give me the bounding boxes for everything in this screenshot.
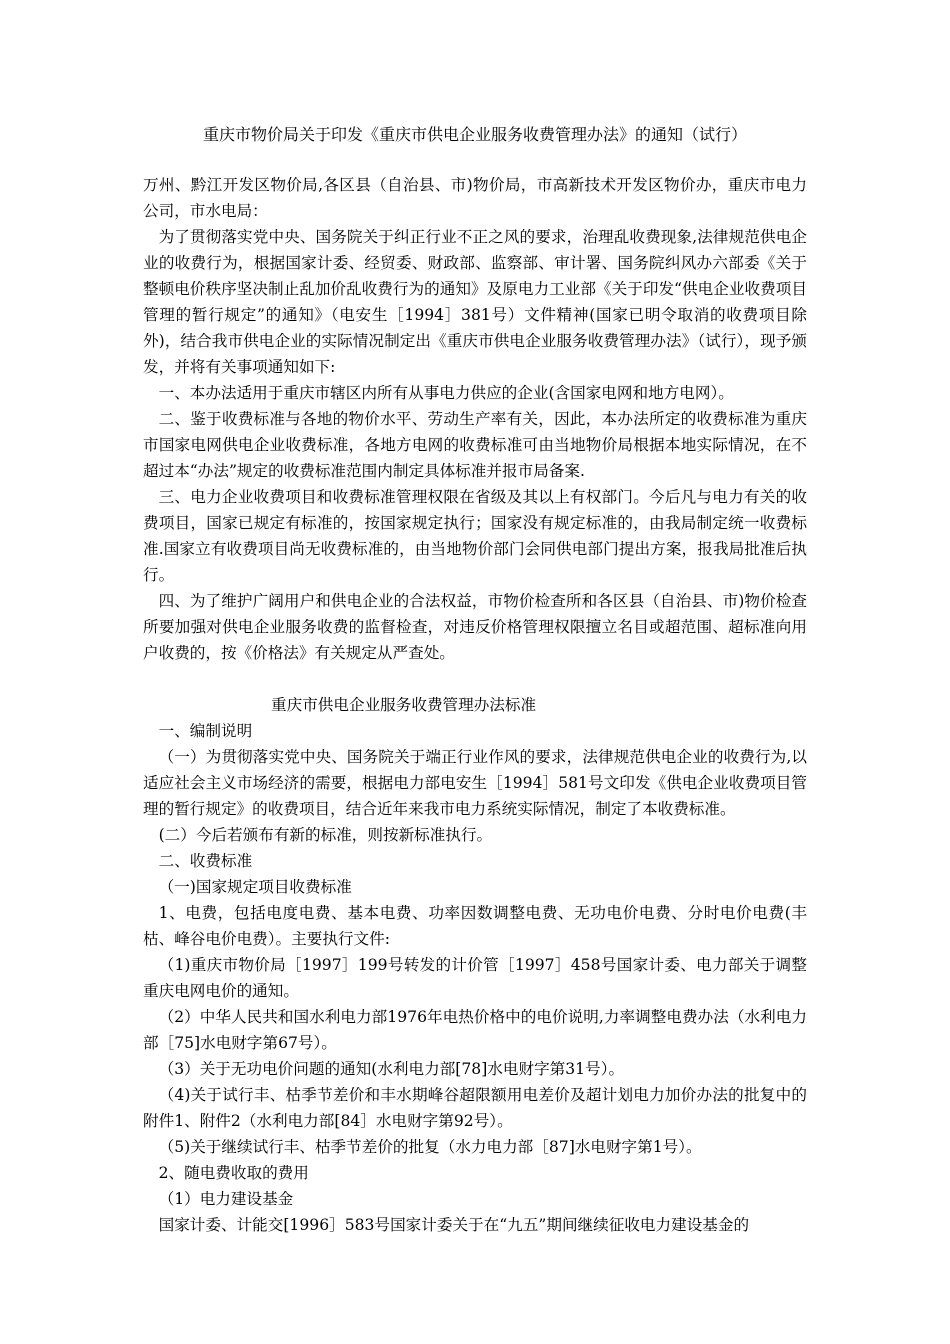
notice-item-2: 二、鉴于收费标准与各地的物价水平、劳动生产率有关，因此，本办法所定的收费标准为重庆市国家电网供电企业收费标准，各地方电网的收费标准可由当地物价局根据本地实际情况，在不超过本“办法”规定的收费标准范围内制定具体标准并报市局备案. [143, 410, 807, 480]
body-paragraph-1: （一）为贯彻落实党中央、国务院关于端正行业作风的要求，法律规范供电企业的收费行为,以适应社会主义市场经济的需要，根据电力部电安生［1994］581号文印发《供电企业收费项目管理的暂行规定》的收费项目，结合近年来我市电力系统实际情况，制定了本收费标准。 [143, 748, 807, 818]
document-title: 重庆市物价局关于印发《重庆市供电企业服务收费管理办法》的通知（试行） [202, 125, 747, 144]
file-item-4: （4)关于试行丰、枯季节差价和丰水期峰谷超限额用电差价及超计划电力加价办法的批复中的附件1、附件2（水利电力部[84］水电财字第92号）。 [143, 1086, 807, 1130]
addressee-paragraph: 万州、黔江开发区物价局,各区县（自治县、市)物价局，市高新技术开发区物价办，重庆市电力公司，市水电局： [143, 176, 807, 220]
section-gap [143, 666, 807, 692]
section-heading-compilation: 一、编制说明 [158, 722, 253, 740]
subsection-heading-national: （一)国家规定项目收费标准 [158, 878, 352, 896]
standard-subtitle: 重庆市供电企业服务收费管理办法标准 [271, 696, 537, 714]
file-item-5: （5)关于继续试行丰、枯季节差价的批复（水力电力部［87]水电财字第1号）。 [158, 1138, 702, 1156]
body-paragraph-fund: 国家计委、计能交[1996］583号国家计委关于在“九五”期间继续征收电力建设基金的 [158, 1216, 750, 1234]
subsection-heading-surcharges: 2、随电费收取的费用 [158, 1164, 309, 1182]
file-item-3: （3）关于无功电价问题的通知(水利电力部[78]水电财字第31号）。 [158, 1060, 625, 1078]
notice-item-1: 一、本办法适用于重庆市辖区内所有从事电力供应的企业(含国家电网和地方电网）。 [158, 384, 734, 402]
file-item-1: （1)重庆市物价局［1997］199号转发的计价管［1997］458号国家计委、电力部关于调整重庆电网电价的通知。 [143, 956, 807, 1000]
section-heading-fees: 二、收费标准 [158, 852, 253, 870]
body-paragraph-electricity: 1、电费，包括电度电费、基本电费、功率因数调整电费、无功电价电费、分时电价电费(丰枯、峰谷电价电费）。主要执行文件: [143, 904, 807, 948]
intro-paragraph: 为了贯彻落实党中央、国务院关于纠正行业不正之风的要求，治理乱收费现象,法律规范供电企业的收费行为，根据国家计委、经贸委、财政部、监察部、审计署、国务院纠风办六部委《关于整顿电价秩序坚决制止乱加价乱收费行为的通知》及原电力工业部《关于印发“供电企业收费项目管理的暂行规定”的通知》（电安生［1994］381号）文件精神(国家已明令取消的收费项目除外)，结合我市供电企业的实际情况制定出《重庆市供电企业服务收费管理办法》（试行），现予颁发，并将有关事项通知如下: [143, 228, 807, 376]
notice-item-3: 三、电力企业收费项目和收费标准管理权限在省级及其以上有权部门。今后凡与电力有关的收费项目，国家已规定有标准的，按国家规定执行；国家没有规定标准的，由我局制定统一收费标准.国家立有收费项目尚无收费标准的，由当地物价部门会同供电部门提出方案，报我局批准后执行。 [143, 488, 807, 584]
notice-item-4: 四、为了维护广阔用户和供电企业的合法权益，市物价检查所和各区县（自治县、市)物价检查所要加强对供电企业服务收费的监督检查，对违反价格管理权限擅立名目或超范围、超标准向用户收费的，按《价格法》有关规定从严查处。 [143, 592, 807, 662]
file-item-2: （2）中华人民共和国水利电力部1976年电热价格中的电价说明,力率调整电费办法（水利电力部［75]水电财字第67号）。 [143, 1008, 807, 1052]
document-page [143, 122, 807, 1238]
subsection-heading-construction-fund: （1）电力建设基金 [158, 1190, 294, 1208]
body-paragraph-2: (二）今后若颁布有新的标准，则按新标准执行。 [158, 826, 493, 844]
